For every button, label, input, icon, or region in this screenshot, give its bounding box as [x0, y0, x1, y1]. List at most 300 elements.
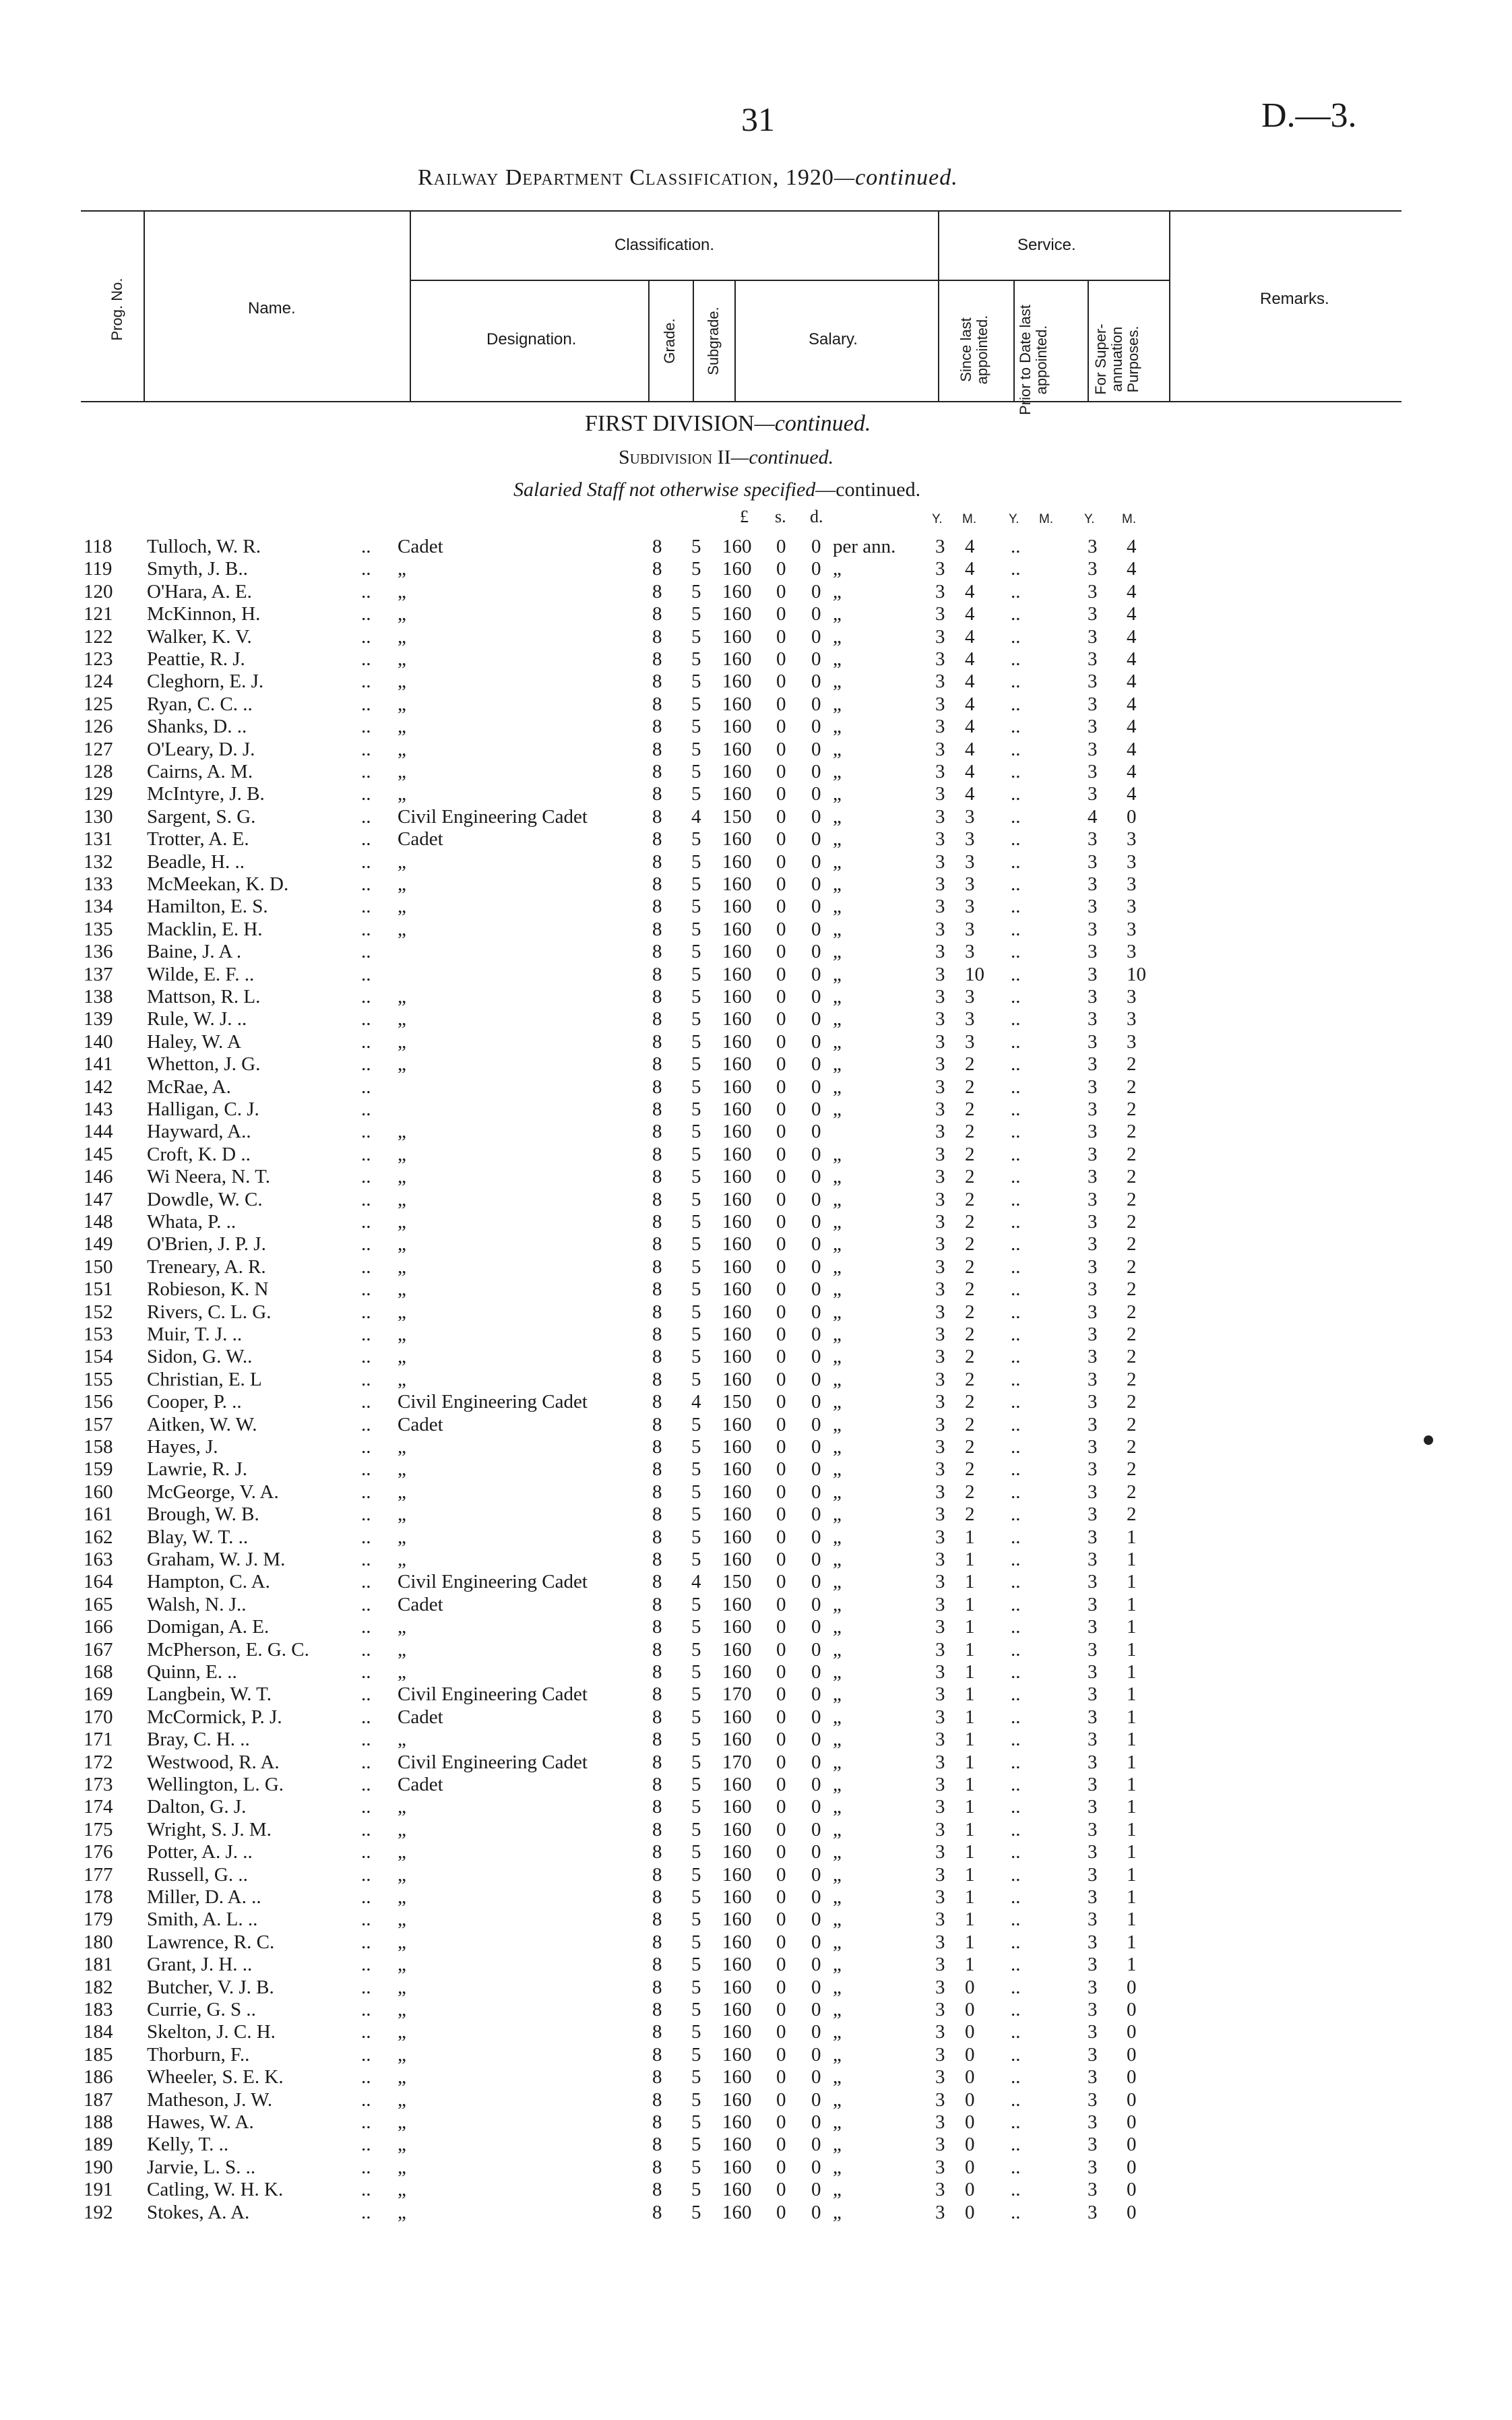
- cell-name: Wilde, E. F. ..: [147, 963, 255, 985]
- cell-subgrade: 5: [691, 716, 701, 738]
- cell-prog-no: 191: [84, 2179, 113, 2201]
- leader-dots: ..: [361, 1706, 371, 1728]
- cell-salary-pence: 0: [811, 873, 821, 895]
- cell-since-years: 3: [935, 1098, 945, 1120]
- cell-since-months: 1: [965, 1616, 975, 1638]
- header-bottom-rule: [81, 401, 1401, 402]
- cell-salary-period: „: [833, 1166, 842, 1188]
- leader-dots: ..: [1011, 2088, 1021, 2111]
- table-row: [0, 1369, 1512, 1391]
- cell-name: Wellington, L. G.: [147, 1774, 284, 1795]
- cell-since-months: 4: [965, 603, 975, 625]
- cell-super-years: 3: [1088, 1053, 1098, 1076]
- cell-designation: „: [398, 1931, 406, 1953]
- cell-subgrade: 5: [691, 2021, 701, 2043]
- cell-super-years: 3: [1088, 603, 1098, 625]
- cell-since-months: 1: [965, 1954, 975, 1976]
- subdivision-name: Subdivision II: [619, 446, 731, 468]
- cell-super-months: 2: [1127, 1436, 1137, 1458]
- cell-designation: „: [398, 1053, 406, 1076]
- table-row: [0, 1639, 1512, 1661]
- cell-designation: Cadet: [398, 1593, 443, 1615]
- leader-dots: ..: [361, 1121, 371, 1143]
- cell-salary-pence: 0: [811, 1751, 821, 1773]
- cell-grade: 8: [652, 738, 662, 760]
- cell-prog-no: 178: [84, 1886, 113, 1908]
- cell-super-months: 0: [1127, 2088, 1137, 2111]
- header-divider: [734, 280, 736, 401]
- cell-subgrade: 5: [691, 1503, 701, 1526]
- cell-prog-no: 161: [84, 1503, 113, 1526]
- cell-since-years: 3: [935, 2179, 945, 2201]
- cell-grade: 8: [652, 1841, 662, 1863]
- cell-salary-pence: 0: [811, 783, 821, 805]
- leader-dots: ..: [1011, 1008, 1021, 1030]
- cell-super-years: 3: [1088, 1481, 1098, 1503]
- cell-salary-shillings: 0: [776, 1076, 786, 1098]
- leader-dots: ..: [361, 648, 371, 670]
- cell-name: Domigan, A. E.: [147, 1616, 270, 1638]
- leader-dots: ..: [1011, 761, 1021, 782]
- cell-salary-period: per ann.: [833, 536, 896, 557]
- cell-salary-pence: 0: [811, 1458, 821, 1481]
- cell-designation: „: [398, 1954, 406, 1976]
- leader-dots: ..: [361, 2134, 371, 2156]
- cell-salary-period: „: [833, 1616, 842, 1638]
- cell-salary-period: „: [833, 1729, 842, 1751]
- cell-grade: 8: [652, 2043, 662, 2066]
- leader-dots: ..: [361, 2179, 371, 2201]
- cell-prog-no: 139: [84, 1008, 113, 1030]
- cell-salary-pounds: 160: [722, 738, 752, 760]
- cell-salary-period: „: [833, 873, 842, 895]
- header-divider: [1169, 210, 1170, 401]
- cell-since-months: 3: [965, 1030, 975, 1053]
- cell-since-years: 3: [935, 625, 945, 648]
- cell-since-years: 3: [935, 1301, 945, 1323]
- header-divider: [1088, 280, 1089, 401]
- cell-since-years: 3: [935, 1121, 945, 1143]
- cell-salary-period: „: [833, 1818, 842, 1840]
- leader-dots: ..: [361, 1391, 371, 1413]
- cell-grade: 8: [652, 2111, 662, 2133]
- leader-dots: ..: [1011, 2134, 1021, 2156]
- leader-dots: ..: [361, 1549, 371, 1570]
- cell-since-years: 3: [935, 580, 945, 602]
- cell-super-months: 4: [1127, 625, 1137, 648]
- cell-since-years: 3: [935, 805, 945, 828]
- cell-name: McCormick, P. J.: [147, 1706, 282, 1728]
- cell-since-years: 3: [935, 738, 945, 760]
- leader-dots: ..: [361, 1368, 371, 1390]
- cell-salary-pounds: 160: [722, 1368, 752, 1390]
- cell-since-years: 3: [935, 873, 945, 895]
- cell-salary-pounds: 160: [722, 1458, 752, 1481]
- cell-salary-pence: 0: [811, 603, 821, 625]
- leader-dots: ..: [361, 1616, 371, 1638]
- cell-prog-no: 126: [84, 716, 113, 738]
- cell-name: Potter, A. J. ..: [147, 1841, 253, 1863]
- cell-salary-pounds: 160: [722, 850, 752, 873]
- cell-since-years: 3: [935, 603, 945, 625]
- leader-dots: ..: [361, 1796, 371, 1818]
- leader-dots: ..: [1011, 536, 1021, 557]
- cell-super-months: 1: [1127, 1593, 1137, 1615]
- table-row: [0, 1121, 1512, 1143]
- cell-super-years: 3: [1088, 1121, 1098, 1143]
- cell-super-years: 3: [1088, 536, 1098, 557]
- cell-name: Russell, G. ..: [147, 1863, 248, 1886]
- cell-subgrade: 5: [691, 761, 701, 782]
- cell-subgrade: 5: [691, 1661, 701, 1683]
- cell-super-months: 1: [1127, 1661, 1137, 1683]
- cell-prog-no: 176: [84, 1841, 113, 1863]
- leader-dots: ..: [1011, 1841, 1021, 1863]
- cell-name: Trotter, A. E.: [147, 828, 249, 850]
- cell-grade: 8: [652, 2021, 662, 2043]
- leader-dots: ..: [1011, 2043, 1021, 2066]
- cell-super-months: 1: [1127, 1818, 1137, 1840]
- cell-since-months: 2: [965, 1278, 975, 1301]
- cell-prog-no: 180: [84, 1931, 113, 1953]
- leader-dots: ..: [1011, 648, 1021, 670]
- cell-salary-shillings: 0: [776, 828, 786, 850]
- cell-salary-pence: 0: [811, 2043, 821, 2066]
- cell-super-months: 2: [1127, 1188, 1137, 1210]
- cell-salary-shillings: 0: [776, 2021, 786, 2043]
- cell-designation: „: [398, 896, 406, 918]
- cell-since-months: 1: [965, 1751, 975, 1773]
- cell-since-years: 3: [935, 1999, 945, 2020]
- unit-years-since: Y.: [932, 512, 943, 526]
- leader-dots: ..: [361, 986, 371, 1007]
- cell-super-months: 2: [1127, 1278, 1137, 1301]
- cell-salary-pounds: 150: [722, 805, 752, 828]
- leader-dots: ..: [361, 1053, 371, 1076]
- cell-grade: 8: [652, 1593, 662, 1615]
- cell-super-months: 2: [1127, 1143, 1137, 1165]
- cell-salary-shillings: 0: [776, 2043, 786, 2066]
- table-row: [0, 896, 1512, 918]
- cell-salary-pounds: 160: [722, 761, 752, 782]
- cell-name: Blay, W. T. ..: [147, 1526, 249, 1548]
- cell-salary-period: „: [833, 1008, 842, 1030]
- cell-name: Westwood, R. A.: [147, 1751, 280, 1773]
- table-row: [0, 1458, 1512, 1481]
- cell-super-years: 3: [1088, 738, 1098, 760]
- cell-designation: „: [398, 625, 406, 648]
- cell-grade: 8: [652, 580, 662, 602]
- cell-designation: „: [398, 1886, 406, 1908]
- cell-grade: 8: [652, 1301, 662, 1323]
- cell-salary-shillings: 0: [776, 1481, 786, 1503]
- cell-salary-pounds: 160: [722, 1008, 752, 1030]
- cell-salary-pence: 0: [811, 1549, 821, 1570]
- cell-prog-no: 154: [84, 1346, 113, 1368]
- cell-since-years: 3: [935, 693, 945, 715]
- table-row: [0, 761, 1512, 783]
- cell-salary-pence: 0: [811, 896, 821, 918]
- cell-subgrade: 5: [691, 1886, 701, 1908]
- cell-since-months: 4: [965, 693, 975, 715]
- cell-prog-no: 163: [84, 1549, 113, 1570]
- cell-since-years: 3: [935, 671, 945, 693]
- cell-prog-no: 179: [84, 1909, 113, 1931]
- cell-name: Lawrie, R. J.: [147, 1458, 247, 1481]
- cell-subgrade: 5: [691, 2043, 701, 2066]
- cell-since-months: 4: [965, 716, 975, 738]
- cell-since-months: 2: [965, 1301, 975, 1323]
- cell-salary-period: „: [833, 2043, 842, 2066]
- cell-salary-shillings: 0: [776, 873, 786, 895]
- leader-dots: ..: [1011, 738, 1021, 760]
- cell-subgrade: 5: [691, 1301, 701, 1323]
- unit-months-super: M.: [1122, 512, 1137, 526]
- cell-salary-pence: 0: [811, 1729, 821, 1751]
- cell-name: Thorburn, F..: [147, 2043, 250, 2066]
- cell-super-months: 3: [1127, 941, 1137, 963]
- cell-since-years: 3: [935, 1796, 945, 1818]
- header-name: Name.: [248, 299, 296, 317]
- cell-salary-period: „: [833, 2134, 842, 2156]
- leader-dots: ..: [1011, 1255, 1021, 1278]
- cell-super-years: 3: [1088, 1008, 1098, 1030]
- cell-salary-pounds: 160: [722, 1661, 752, 1683]
- cell-salary-pence: 0: [811, 1526, 821, 1548]
- leader-dots: ..: [361, 918, 371, 940]
- header-designation: Designation.: [486, 330, 577, 348]
- cell-name: O'Leary, D. J.: [147, 738, 255, 760]
- cell-since-months: 4: [965, 738, 975, 760]
- margin-dot: [1424, 1435, 1433, 1445]
- cell-since-months: 1: [965, 1909, 975, 1931]
- table-row: [0, 919, 1512, 941]
- cell-salary-period: „: [833, 2156, 842, 2178]
- cell-grade: 8: [652, 1526, 662, 1548]
- cell-super-years: 3: [1088, 1796, 1098, 1818]
- leader-dots: ..: [1011, 1211, 1021, 1233]
- cell-super-months: 2: [1127, 1255, 1137, 1278]
- cell-salary-shillings: 0: [776, 1616, 786, 1638]
- cell-salary-shillings: 0: [776, 1638, 786, 1661]
- cell-prog-no: 171: [84, 1729, 113, 1751]
- table-row: [0, 1841, 1512, 1863]
- cell-super-years: 3: [1088, 1098, 1098, 1120]
- leader-dots: ..: [1011, 2156, 1021, 2178]
- cell-since-years: 3: [935, 783, 945, 805]
- cell-name: Walsh, N. J..: [147, 1593, 247, 1615]
- leader-dots: ..: [361, 1999, 371, 2020]
- cell-name: Cairns, A. M.: [147, 761, 253, 782]
- cell-name: Langbein, W. T.: [147, 1683, 272, 1706]
- cell-salary-period: „: [833, 986, 842, 1007]
- cell-salary-shillings: 0: [776, 2201, 786, 2223]
- leader-dots: ..: [361, 1503, 371, 1526]
- cell-name: Hayes, J.: [147, 1436, 218, 1458]
- leader-dots: ..: [1011, 603, 1021, 625]
- cell-designation: „: [398, 1233, 406, 1255]
- cell-subgrade: 5: [691, 1683, 701, 1706]
- cell-name: Grant, J. H. ..: [147, 1954, 253, 1976]
- cell-grade: 8: [652, 805, 662, 828]
- cell-designation: „: [398, 1841, 406, 1863]
- cell-subgrade: 5: [691, 1278, 701, 1301]
- cell-prog-no: 153: [84, 1324, 113, 1345]
- cell-super-months: 4: [1127, 783, 1137, 805]
- table-row: [0, 2111, 1512, 2134]
- cell-salary-pounds: 160: [722, 1233, 752, 1255]
- table-row: [0, 1999, 1512, 2021]
- cell-since-years: 3: [935, 1638, 945, 1661]
- cell-since-months: 2: [965, 1098, 975, 1120]
- cell-designation: „: [398, 1436, 406, 1458]
- cell-salary-pence: 0: [811, 941, 821, 963]
- cell-salary-shillings: 0: [776, 1278, 786, 1301]
- cell-subgrade: 5: [691, 1053, 701, 1076]
- cell-super-years: 3: [1088, 896, 1098, 918]
- cell-salary-pounds: 160: [722, 716, 752, 738]
- cell-name: Kelly, T. ..: [147, 2134, 229, 2156]
- cell-subgrade: 5: [691, 2201, 701, 2223]
- cell-super-months: 0: [1127, 1999, 1137, 2020]
- table-row: [0, 603, 1512, 625]
- cell-salary-period: „: [833, 1886, 842, 1908]
- leader-dots: ..: [1011, 1886, 1021, 1908]
- cell-super-months: 1: [1127, 1909, 1137, 1931]
- cell-since-years: 3: [935, 896, 945, 918]
- cell-since-months: 1: [965, 1774, 975, 1795]
- cell-salary-period: „: [833, 1909, 842, 1931]
- cell-super-years: 3: [1088, 1751, 1098, 1773]
- cell-grade: 8: [652, 1706, 662, 1728]
- cell-since-months: 1: [965, 1796, 975, 1818]
- cell-subgrade: 5: [691, 1368, 701, 1390]
- cell-salary-shillings: 0: [776, 783, 786, 805]
- cell-salary-period: „: [833, 918, 842, 940]
- cell-designation: „: [398, 2111, 406, 2133]
- cell-salary-period: „: [833, 1863, 842, 1886]
- cell-salary-pence: 0: [811, 1706, 821, 1728]
- cell-salary-shillings: 0: [776, 1053, 786, 1076]
- cell-salary-pounds: 160: [722, 2156, 752, 2178]
- cell-salary-pounds: 160: [722, 1098, 752, 1120]
- cell-super-months: 0: [1127, 2111, 1137, 2133]
- leader-dots: ..: [361, 1909, 371, 1931]
- cell-salary-pounds: 160: [722, 1841, 752, 1863]
- cell-since-years: 3: [935, 1571, 945, 1593]
- cell-super-months: 2: [1127, 1121, 1137, 1143]
- cell-subgrade: 5: [691, 1211, 701, 1233]
- cell-salary-pence: 0: [811, 1233, 821, 1255]
- cell-designation: „: [398, 1278, 406, 1301]
- cell-since-years: 3: [935, 1368, 945, 1390]
- cell-super-years: 3: [1088, 918, 1098, 940]
- cell-since-years: 3: [935, 941, 945, 963]
- leader-dots: ..: [361, 1030, 371, 1053]
- cell-since-months: 0: [965, 2021, 975, 2043]
- cell-super-months: 4: [1127, 558, 1137, 580]
- leader-dots: ..: [1011, 1053, 1021, 1076]
- cell-super-months: 4: [1127, 536, 1137, 557]
- cell-subgrade: 5: [691, 1076, 701, 1098]
- cell-salary-shillings: 0: [776, 1346, 786, 1368]
- cell-salary-pounds: 160: [722, 1143, 752, 1165]
- cell-super-months: 0: [1127, 2134, 1137, 2156]
- header-salary: Salary.: [809, 330, 858, 348]
- cell-subgrade: 5: [691, 1030, 701, 1053]
- cell-name: Dalton, G. J.: [147, 1796, 247, 1818]
- cell-salary-shillings: 0: [776, 671, 786, 693]
- leader-dots: ..: [361, 1818, 371, 1840]
- cell-salary-pounds: 160: [722, 2179, 752, 2201]
- cell-salary-period: „: [833, 1683, 842, 1706]
- cell-subgrade: 5: [691, 963, 701, 985]
- cell-salary-pence: 0: [811, 2066, 821, 2088]
- cell-super-months: 2: [1127, 1324, 1137, 1345]
- cell-salary-pence: 0: [811, 1346, 821, 1368]
- cell-since-months: 3: [965, 986, 975, 1007]
- cell-salary-shillings: 0: [776, 1368, 786, 1390]
- cell-super-years: 3: [1088, 1841, 1098, 1863]
- cell-since-years: 3: [935, 828, 945, 850]
- cell-salary-shillings: 0: [776, 1324, 786, 1345]
- cell-salary-shillings: 0: [776, 1098, 786, 1120]
- cell-salary-pence: 0: [811, 1976, 821, 1998]
- leader-dots: ..: [361, 1774, 371, 1795]
- cell-salary-period: „: [833, 1368, 842, 1390]
- header-since-last-appointed: Since last appointed.: [957, 315, 990, 385]
- cell-subgrade: 5: [691, 2134, 701, 2156]
- table-row: [0, 2134, 1512, 2156]
- cell-salary-period: „: [833, 2201, 842, 2223]
- cell-designation: Civil Engineering Cadet: [398, 805, 588, 828]
- cell-designation: „: [398, 1188, 406, 1210]
- cell-salary-period: „: [833, 805, 842, 828]
- cell-name: Hampton, C. A.: [147, 1571, 270, 1593]
- cell-since-months: 1: [965, 1593, 975, 1615]
- cell-name: Christian, E. L: [147, 1368, 262, 1390]
- cell-salary-pounds: 160: [722, 536, 752, 557]
- cell-grade: 8: [652, 1188, 662, 1210]
- leader-dots: ..: [1011, 2179, 1021, 2201]
- cell-salary-period: „: [833, 1999, 842, 2020]
- cell-since-years: 3: [935, 648, 945, 670]
- cell-super-years: 3: [1088, 850, 1098, 873]
- cell-salary-pence: 0: [811, 1999, 821, 2020]
- cell-salary-pounds: 160: [722, 1324, 752, 1345]
- cell-since-months: 1: [965, 1818, 975, 1840]
- table-row: [0, 1796, 1512, 1818]
- leader-dots: ..: [1011, 1751, 1021, 1773]
- cell-grade: 8: [652, 1211, 662, 1233]
- cell-name: Graham, W. J. M.: [147, 1549, 286, 1570]
- cell-subgrade: 5: [691, 1143, 701, 1165]
- cell-super-years: 3: [1088, 1526, 1098, 1548]
- leader-dots: ..: [361, 941, 371, 963]
- cell-name: Stokes, A. A.: [147, 2201, 250, 2223]
- leader-dots: ..: [361, 761, 371, 782]
- header-for-superannuation: For Super-annuation Purposes.: [1092, 323, 1141, 395]
- cell-salary-pence: 0: [811, 1683, 821, 1706]
- cell-designation: Civil Engineering Cadet: [398, 1683, 588, 1706]
- cell-grade: 8: [652, 1818, 662, 1840]
- cell-prog-no: 187: [84, 2088, 113, 2111]
- leader-dots: ..: [361, 1188, 371, 1210]
- leader-dots: ..: [361, 1436, 371, 1458]
- leader-dots: ..: [1011, 963, 1021, 985]
- cell-grade: 8: [652, 1729, 662, 1751]
- cell-name: Halligan, C. J.: [147, 1098, 259, 1120]
